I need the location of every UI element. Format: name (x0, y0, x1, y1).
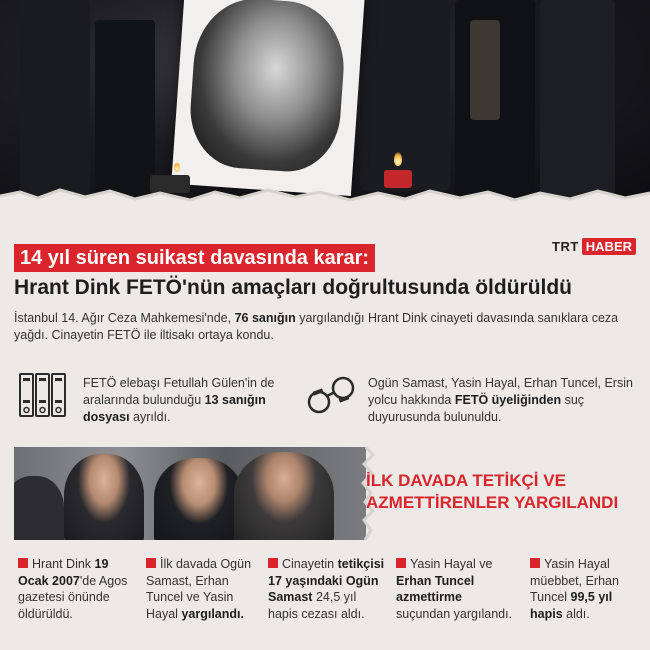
section-subhead: İLK DAVADA TETİKÇİ VE AZMETTİRENLER YARGILANDI (366, 471, 619, 512)
logo-brand: TRT (552, 239, 579, 254)
handcuffs-icon (305, 372, 357, 420)
fact-column-2: İlk davada Ogün Samast, Erhan Tuncel ve Yasin Hayal yargılandı. (146, 557, 252, 621)
binders-icon (18, 372, 68, 418)
bullet-square-icon (146, 558, 156, 568)
fact-column-3: Cinayetin tetikçisi 17 yaşındaki Ogün Samast 24,5 yıl hapis cezası aldı. (268, 557, 385, 621)
headline-highlight: 14 yıl süren suikast davasında karar: (14, 244, 375, 272)
portrait-photo (171, 0, 365, 196)
fact-criminal-complaint: Ogün Samast, Yasin Hayal, Erhan Tuncel, Ersin yolcu hakkında FETÖ üyeliğinden suç duyurusunda bulunuldu. (368, 376, 633, 424)
torn-paper-edge (0, 178, 650, 218)
bullet-square-icon (530, 558, 540, 568)
trt-haber-logo (552, 238, 636, 255)
bullet-square-icon (396, 558, 406, 568)
intro-text: İstanbul 14. Ağır Ceza Mahkemesi'nde, 76 sanığın yargılandığı Hrant Dink cinayeti davasında sanıklara ceza yağdı. Cinayetin FETÖ ile iltisakı ortaya kondu. (14, 311, 619, 342)
hero-photo (0, 0, 650, 205)
fact-column-5: Yasin Hayal müebbet, Erhan Tuncel 99,5 yıl hapis aldı. (530, 557, 619, 621)
bullet-square-icon (18, 558, 28, 568)
fact-column-1: Hrant Dink 19 Ocak 2007'de Agos gazetesi önünde öldürüldü. (18, 557, 128, 621)
headline-main: Hrant Dink FETÖ'nün amaçları doğrultusunda öldürüldü (14, 276, 573, 299)
logo-section: HABER (582, 238, 636, 255)
fact-column-4: Yasin Hayal ve Erhan Tuncel azmettirme suçundan yargılandı. (396, 557, 513, 621)
bullet-square-icon (268, 558, 278, 568)
defendants-photo (14, 447, 366, 540)
fact-files-separated: FETÖ elebaşı Fetullah Gülen'in de aralarında bulunduğu 13 sanığın dosyası ayrıldı. (83, 376, 275, 424)
